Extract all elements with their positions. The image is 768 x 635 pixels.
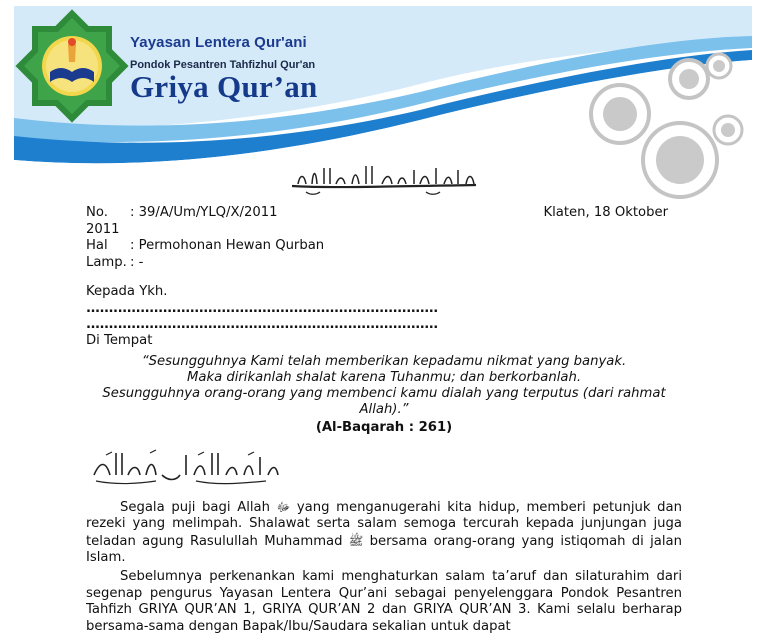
quote-line-1: “Sesungguhnya Kami telah memberikan kepadamu nikmat yang banyak. [141, 353, 627, 369]
pondok-name: Pondok Pesantren Tahfizhul Qur'an [130, 59, 316, 71]
letter-body [86, 205, 682, 635]
organization-header [130, 34, 318, 105]
salam-calligraphy [86, 445, 286, 489]
paragraph-opening-part-1: Segala puji bagi Allah [120, 499, 270, 515]
quran-quote [86, 354, 682, 419]
quote-reference: (Al-Baqarah : 261) [315, 420, 453, 436]
attachment-value: : - [130, 254, 144, 270]
organization-name: Griya Qur’an [130, 69, 318, 104]
letter-number-row [86, 205, 682, 222]
bismillah-calligraphy [286, 158, 482, 198]
letter-date: Klaten, 18 Oktober [543, 205, 668, 220]
number-label: No. [86, 205, 108, 220]
letter-attachment-row [86, 255, 682, 272]
number-value: : 39/A/Um/YLQ/X/2011 [130, 205, 278, 220]
recipient-line-1: .............................................................................. [86, 300, 438, 316]
foundation-name: Yayasan Lentera Qur'ani [130, 34, 307, 51]
letter-date-year: 2011 [86, 221, 120, 237]
letter-subject-row [86, 238, 682, 255]
paragraph-opening-part-2: yang menganugerahi kita hidup, memberi petunjuk dan rezeki yang melimpah. Shalawat serta salam semoga tercurah kepada junjungan juga teladan agung Rasulullah Muhammad [86, 499, 682, 549]
paragraph-opening-part-3: bersama orang-orang yang istiqomah di jalan Islam. [86, 533, 682, 566]
foundation-logo [26, 20, 118, 112]
subject-label: Hal [86, 238, 108, 254]
subject-value: : Permohonan Hewan Qurban [130, 238, 325, 254]
attachment-label: Lamp. [86, 254, 127, 270]
recipient-line-2: .............................................................................. [86, 316, 438, 332]
paragraph-opening [86, 499, 682, 567]
paragraph-introduction: Sebelumnya perkenankan kami menghaturkan salam ta’aruf dan silaturahim dari segenap pengurus Yayasan Lentera Qur’ani sebagai penyelenggara Pondok Pesantren Tahfizh GRIYA QUR’AN 1, GRIYA QUR’AN 2 dan GRIYA QUR’AN 3. Kami selalu berharap bersama-sama dengan Bapak/Ibu/Saudara sekalian untuk dapat [86, 568, 682, 634]
saw-honorific: ﷺ [348, 533, 364, 548]
quote-line-3: Sesungguhnya orang-orang yang membenci kamu dialah yang terputus (dari rahmat [102, 385, 666, 401]
swt-honorific: ﷻ [276, 499, 291, 514]
quote-line-4: Allah).” [359, 402, 409, 418]
recipient-salutation: Kepada Ykh. [86, 284, 168, 300]
quote-line-2: Maka dirikanlah shalat karena Tuhanmu; dan berkorbanlah. [186, 369, 582, 385]
recipient-place: Di Tempat [86, 332, 153, 348]
